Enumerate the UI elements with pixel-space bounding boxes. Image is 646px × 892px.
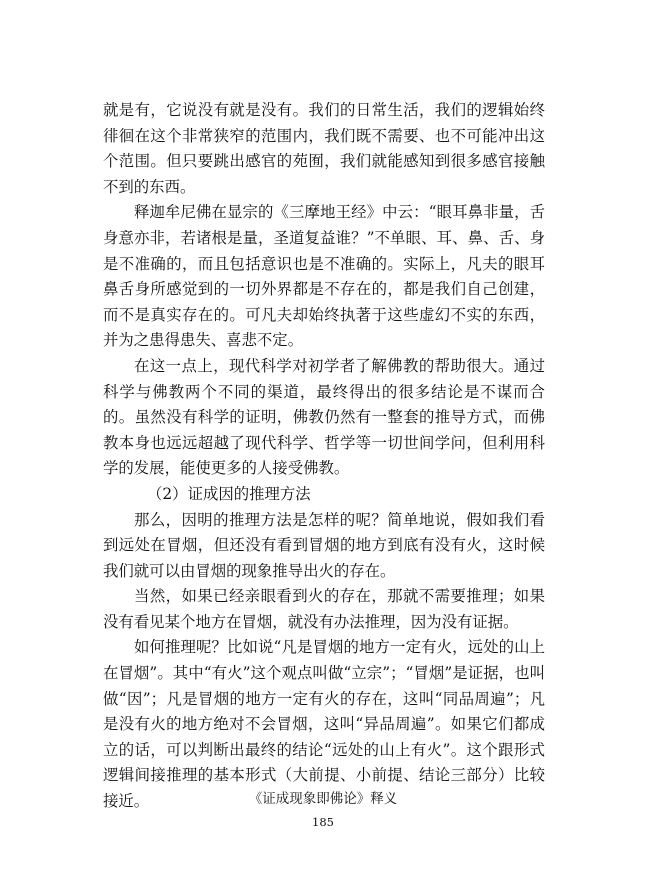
page-number: 185 — [312, 815, 334, 829]
body-paragraph: 如何推理呢？比如说“凡是冒烟的地方一定有火，远处的山上在冒烟”。其中“有火”这个观点叫做“立宗”；“冒烟”是证据，也叫做“因”；凡是冒烟的地方一定有火的存在，这叫“同品周遍”；凡是没有火的地方绝对不会冒烟，这叫“异品周遍”。如果它们都成立的话，可以判断出最终的结论“远处的山上有火”。这个跟形式逻辑间接推理的基本形式（大前提、小前提、结论三部分）比较接近。 — [103, 638, 545, 811]
body-paragraph: 就是有，它说没有就是没有。我们的日常生活，我们的逻辑始终徘徊在这个非常狭窄的范围内，我们既不需要、也不可能冲出这个范围。但只要跳出感官的苑囿，我们就能感知到很多感官接触不到的东西。 — [103, 101, 545, 196]
running-footer-title: 《证成现象即佛论》释义 — [248, 791, 398, 807]
body-paragraph: 那么，因明的推理方法是怎样的呢？简单地说，假如我们看到远处在冒烟，但还没有看到冒烟的地方到底有没有火，这时候我们就可以由冒烟的现象推导出火的存在。 — [103, 510, 545, 580]
body-paragraph: 在这一点上，现代科学对初学者了解佛教的帮助很大。通过科学与佛教两个不同的渠道，最终得出的很多结论是不谋而合的。虽然没有科学的证明，佛教仍然有一整套的推导方式，而佛教本身也远远超越了现代科学、哲学等一切世间学问，但利用科学的发展，能使更多的人接受佛教。 — [103, 356, 545, 478]
section-heading: （2）证成因的推理方法 — [147, 484, 311, 503]
body-paragraph: 释迦牟尼佛在显宗的《三摩地王经》中云：“眼耳鼻非量，舌身意亦非，若诸根是量，圣道复益谁？”不单眼、耳、鼻、舌、身是不准确的，而且包括意识也是不准确的。实际上，凡夫的眼耳鼻舌身所感觉到的一切外界都是不存在的，都是我们自己创建，而不是真实存在的。可凡夫却始终执著于这些虚幻不实的东西，并为之患得患失、喜悲不定。 — [103, 203, 545, 350]
body-paragraph: 当然，如果已经亲眼看到火的存在，那就不需要推理；如果没有看见某个地方在冒烟，就没有办法推理，因为没有证据。 — [103, 587, 545, 631]
page-body — [103, 98, 545, 815]
